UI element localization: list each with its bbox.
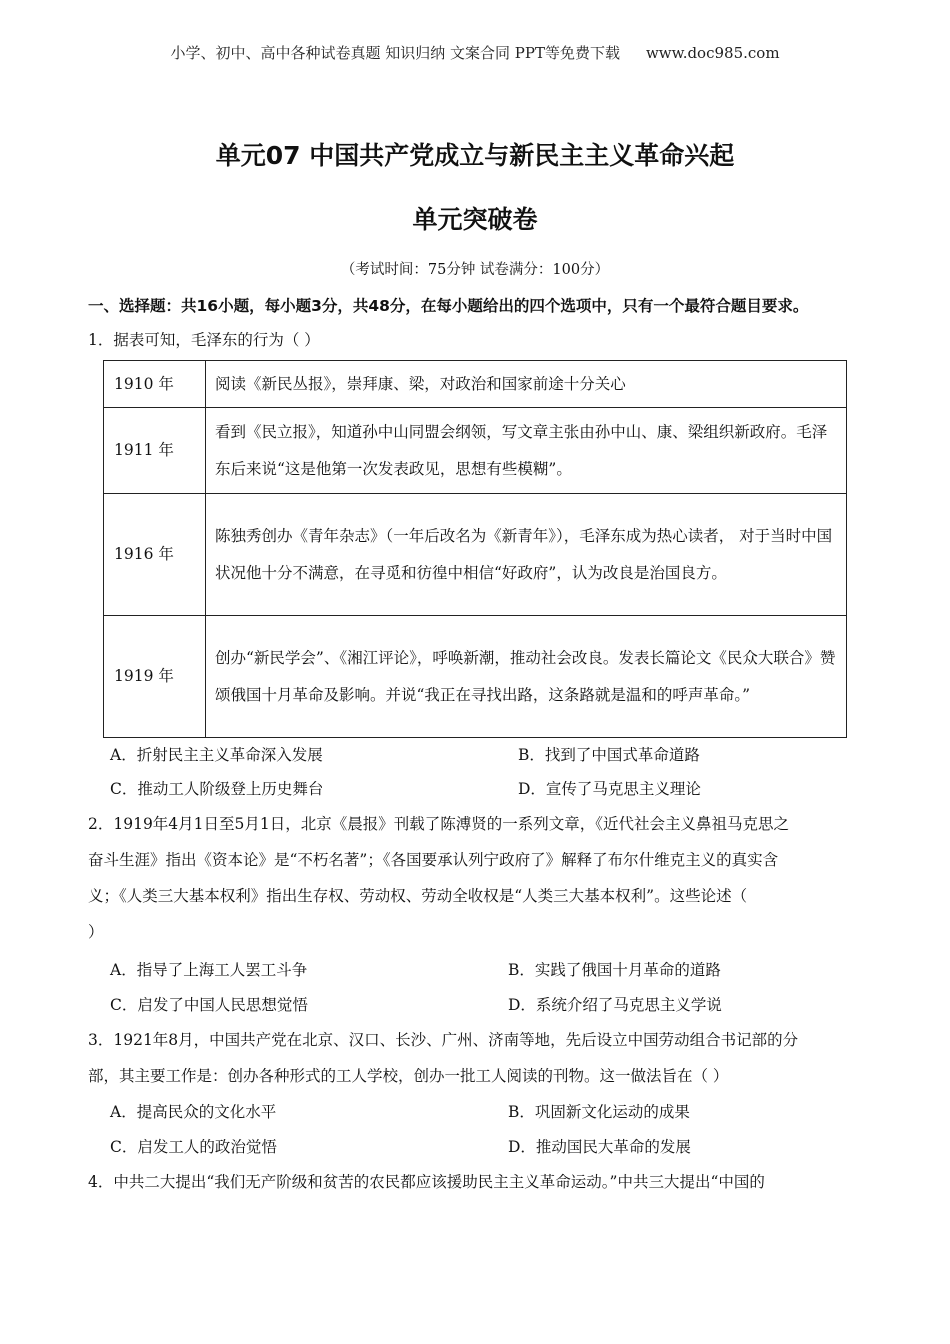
table-cell-event: 阅读《新民丛报》，崇拜康、梁，对政治和国家前途十分关心	[206, 361, 847, 408]
header-site-link[interactable]: www.doc985.com	[645, 44, 780, 62]
q1-option-d[interactable]: D．宣传了马克思主义理论	[518, 780, 701, 798]
table-cell-year: 1916 年	[104, 494, 206, 616]
table-row	[104, 361, 847, 408]
q1-stem: 1．据表可知，毛泽东的行为（ ）	[88, 331, 320, 349]
table-cell-event: 创办“新民学会”、《湘江评论》，呼唤新潮，推动社会改良。发表长篇论文《民众大联合》赞颂俄国十月革命及影响。并说“我正在寻找出路，这条路就是温和的呼声革命。”	[206, 616, 847, 738]
q2-stem-line: 2．1919年4月1日至5月1日，北京《晨报》刊载了陈溥贤的一系列文章，《近代社会主义鼻祖马克思之	[88, 815, 790, 833]
table-row	[104, 616, 847, 738]
exam-meta: （考试时间：75分钟 试卷满分：100分）	[340, 262, 610, 278]
table-cell-event: 看到《民立报》，知道孙中山同盟会纲领，写文章主张由孙中山、康、梁组织新政府。毛泽东后来说“这是他第一次发表政见，思想有些模糊”。	[206, 408, 847, 494]
page-title: 单元07 中国共产党成立与新民主主义革命兴起	[215, 141, 735, 170]
q3-option-a[interactable]: A．提高民众的文化水平	[110, 1103, 277, 1121]
q3-stem-line: 3．1921年8月，中国共产党在北京、汉口、长沙、广州、济南等地，先后设立中国劳动组合书记部的分	[88, 1031, 799, 1049]
table-cell-event: 陈独秀创办《青年杂志》（一年后改名为《新青年》），毛泽东成为热心读者， 对于当时中国状况他十分不满意，在寻觅和彷徨中相信“好政府”，认为改良是治国良方。	[206, 494, 847, 616]
q2-option-b[interactable]: B．实践了俄国十月革命的道路	[508, 961, 721, 979]
q4-stem-line: 4．中共二大提出“我们无产阶级和贫苦的农民都应该援助民主主义革命运动。”中共三大提出“中国的	[88, 1173, 765, 1191]
q1-table	[103, 360, 847, 738]
table-row	[104, 408, 847, 494]
q3-stem-line: 部，其主要工作是：创办各种形式的工人学校，创办一批工人阅读的刊物。这一做法旨在（ ）	[88, 1067, 729, 1085]
q3-option-d[interactable]: D．推动国民大革命的发展	[508, 1138, 691, 1156]
q2-stem-line: 奋斗生涯》指出《资本论》是“不朽名著”；《各国要承认列宁政府了》解释了布尔什维克主义的真实含	[88, 851, 779, 869]
page-header	[0, 42, 950, 63]
q2-stem-line: 义；《人类三大基本权利》指出生存权、劳动权、劳动全收权是“人类三大基本权利”。这些论述（	[88, 887, 748, 905]
q3-option-c[interactable]: C．启发工人的政治觉悟	[110, 1138, 277, 1156]
table-row	[104, 494, 847, 616]
section-heading: 一、选择题：共16小题，每小题3分，共48分，在每小题给出的四个选项中，只有一个最符合题目要求。	[88, 297, 809, 315]
header-text: 小学、初中、高中各种试卷真题 知识归纳 文案合同 PPT等免费下载	[170, 44, 620, 62]
table-cell-year: 1910 年	[104, 361, 206, 408]
q3-option-b[interactable]: B．巩固新文化运动的成果	[508, 1103, 690, 1121]
q1-option-a[interactable]: A．折射民主主义革命深入发展	[110, 746, 323, 764]
q2-stem-line: ）	[88, 923, 104, 941]
table-cell-year: 1911 年	[104, 408, 206, 494]
table-cell-year: 1919 年	[104, 616, 206, 738]
q1-option-c[interactable]: C．推动工人阶级登上历史舞台	[110, 780, 324, 798]
q1-option-b[interactable]: B．找到了中国式革命道路	[518, 746, 700, 764]
page-subtitle: 单元突破卷	[412, 205, 538, 234]
q2-option-a[interactable]: A．指导了上海工人罢工斗争	[110, 961, 308, 979]
q2-option-d[interactable]: D．系统介绍了马克思主义学说	[508, 996, 722, 1014]
q2-option-c[interactable]: C．启发了中国人民思想觉悟	[110, 996, 308, 1014]
